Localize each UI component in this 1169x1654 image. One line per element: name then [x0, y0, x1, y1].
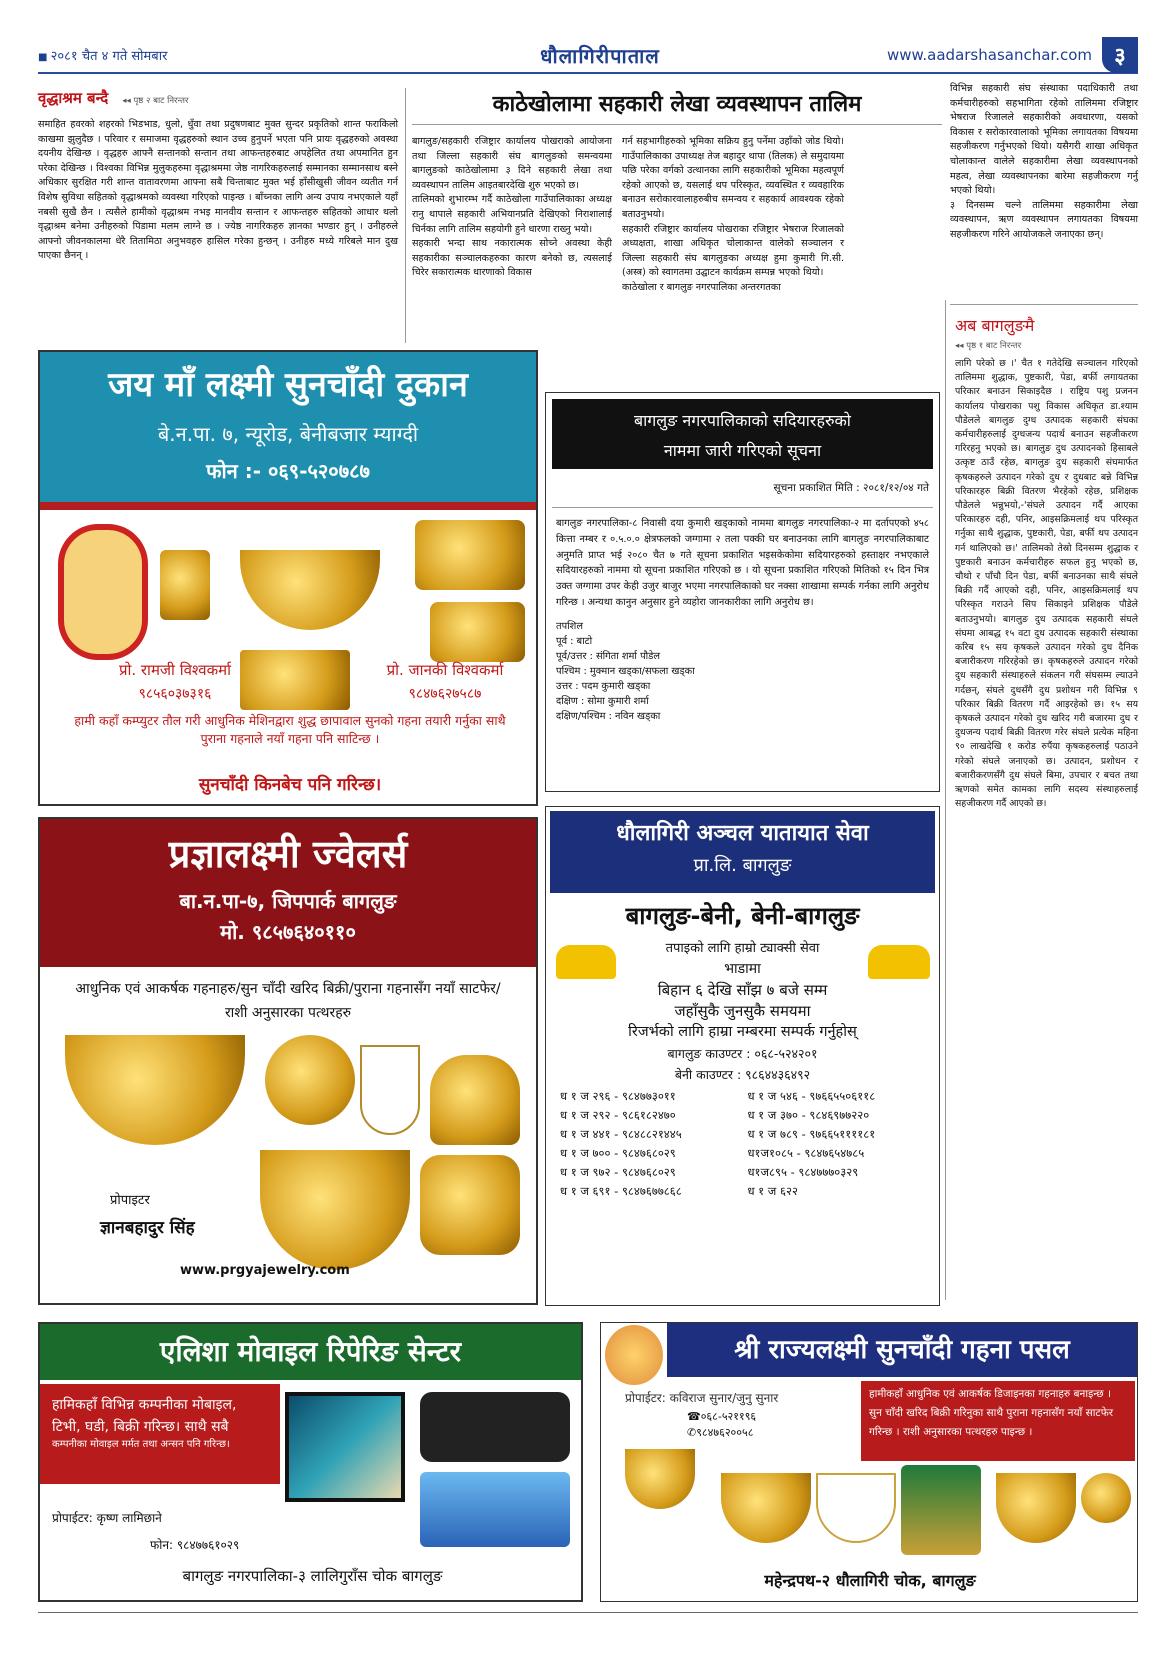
- paragraph: विभिन्न सहकारी संघ संस्थाका पदाधिकारी तथा कर्मचारीहरुको सहभागिता रहेको तालिममा रजिष्ट्रार भेषराज रिजालले सहकारीको अवधारणा, यसको विकास र सरोकारवालाको भूमिका लगायतका विषयमा सहजीकरण गर्नुभएको थियो। यसैगरी शाखा अधिकृत चोलाकान्त वालेले सहकारीमा लेखा व्यवस्थापनको महत्व, लेखा व्यवस्थापनका बारेमा सहजीकरण गर्नु भएको थियो।: [950, 83, 1138, 197]
- list-item: ध १ ज २९२ - ९८६१८२४७०: [560, 1108, 676, 1122]
- taxi-icon: [868, 945, 930, 979]
- public-notice: [545, 392, 940, 792]
- pendant-set-icon: [721, 1473, 811, 1543]
- gold-necklace-icon: [996, 1473, 1076, 1543]
- story-cooperative-training: [412, 88, 942, 125]
- list-item: ध १ ज ४४१ - ९८४८८२१४४५: [560, 1127, 682, 1141]
- service-line: तपाइको लागि हाम्रो ट्याक्सी सेवा: [665, 941, 820, 956]
- goddess-laxmi-icon: [605, 1325, 663, 1385]
- notice-title-2: नाममा जारी गरिएको सूचना: [663, 441, 822, 460]
- ad-phone: मो. ९८५७६४०११०: [220, 920, 356, 944]
- service-line: बिहान ६ देखि साँझ ७ बजे सम्म: [657, 981, 828, 999]
- masthead-logo: धौलागिरीपाताल: [540, 43, 660, 68]
- column-divider: [405, 88, 406, 343]
- ad-title: श्री राज्यलक्ष्मी सुनचाँदी गहना पसल: [667, 1323, 1137, 1377]
- choker-icon: [260, 1150, 410, 1270]
- list-item: दक्षिण/पश्चिम : नविन खड्का: [556, 710, 661, 722]
- pendant-icon: [265, 1035, 355, 1125]
- smartphones-icon: [420, 1472, 570, 1547]
- paragraph: सहकारी भन्दा साथ नकारात्मक सोच्ने अवस्था केही सहकारीका सञ्चालकहरुका कारण बनेको छ, त्यसलाई चिरेर सकारात्मक धारणाको विकास: [412, 238, 612, 279]
- paragraph: सहकारी रजिष्ट्रार कार्यालय पोखराका रजिष्ट्रार भेषराज रिजालको अध्यक्षता, शाखा अधिकृत चोलाकान्त वालेको सञ्चालन र जिल्ला सहकारी संघ बागलुङका अध्यक्ष हुमा कुमारी गि.सी.(अस्त्र) को स्वागतमा उद्घाटन कार्यक्रम सम्पन्न भएको थियो।: [622, 223, 844, 279]
- story-column-1: [412, 135, 612, 281]
- continued-from: ◂◂ पृष्ठ १ बाट निरन्तर: [955, 341, 1022, 351]
- ad-phone: फोन :- ०६९-५२०७८७: [206, 459, 370, 483]
- list-item: ध १ ज ७०० - ९८४७६८०२९: [560, 1146, 676, 1160]
- list-item: ध १ ज ७८९ - ९७६६५११११८१: [747, 1127, 876, 1141]
- proprietor-2-phone: ९८४७६२७५८७: [408, 686, 482, 702]
- list-item: ध१ज१०८५ - ९८४७६५४७८५: [747, 1146, 865, 1160]
- story-kicker: अब बागलुङमै: [955, 316, 1035, 335]
- jhumka-icon: [430, 1055, 520, 1145]
- ad-subtitle: प्रा.लि. बागलुङ: [693, 855, 792, 876]
- ad-jay-maa-laxmi: [38, 350, 538, 806]
- earrings-icon: [415, 520, 525, 590]
- ad-address: महेन्द्रपथ-२ धौलागिरी चोक, बागलुङ: [764, 1571, 976, 1590]
- service-line: जहाँसुकै जुनसुकै समयमा: [674, 1002, 811, 1020]
- landline-phone: ☎०६८-५२११९६: [687, 1410, 757, 1423]
- ad-address: बे.न.पा. ७, न्यूरोड, बेनीबजार म्याग्दी: [157, 422, 419, 446]
- ad-title: धौलागिरी अञ्चल यातायात सेवा: [616, 821, 869, 846]
- beaded-necklace-icon: [901, 1465, 981, 1555]
- service-line: भाडामा: [724, 961, 761, 977]
- story-kicker: वृद्धाश्रम बन्दै: [38, 89, 109, 107]
- notice-date: सूचना प्रकाशित मिति : २०८१/१२/०४ गते: [773, 482, 929, 494]
- ad-address: बागलुङ नगरपालिका-३ लालिगुराँस चोक बागलुङ: [182, 1567, 443, 1585]
- list-item: पूर्व/उत्तर : संगिता शर्मा पौडेल: [556, 650, 661, 662]
- ad-phone: फोन: ९८४७७६१०२९: [150, 1538, 240, 1552]
- rings-icon: [430, 602, 525, 662]
- paragraph: काठेखोला र बागलुङ नगरपालिका अन्तरगतका: [622, 281, 781, 293]
- footer-rule: [38, 1612, 1138, 1613]
- info-line: हामिकहाँ विभिन्न कम्पनीका मोबाइल,: [52, 1397, 237, 1413]
- proprietor-name: ज्ञानबहादुर सिंह: [100, 1218, 195, 1238]
- notice-title-1: बागलुङ नगरपालिकाको सदियारहरुको: [634, 411, 851, 430]
- proprietor-label: प्रोपाइटर: [110, 1193, 150, 1208]
- column-divider: [945, 300, 946, 1300]
- ad-address: बा.न.पा-७, जिपपार्क बागलुङ: [179, 889, 397, 913]
- necklace-icon: [65, 1035, 245, 1145]
- ad-alisha-mobile: [38, 1322, 583, 1602]
- necklace-icon: [58, 524, 148, 660]
- chain-icon: [816, 1473, 896, 1543]
- story-column-2: [622, 135, 844, 296]
- issue-date: ■ २०८१ चैत ४ गते सोमबार: [38, 46, 338, 64]
- list-item: तपशिल: [556, 620, 583, 632]
- mobile-phone: ✆९८४७६२००५८: [687, 1426, 754, 1439]
- ad-title: एलिशा मोवाइल रिपेरिङ सेन्टर: [40, 1324, 581, 1380]
- continued-from: ◂◂ पृष्ठ २ बाट निरन्तर: [122, 96, 189, 106]
- paragraph: ३ दिनसम्म चल्ने तालिममा सहकारीमा लेखा व्यवस्थापन, ऋण व्यवस्थापन लगायतका विषयमा सहजीकरण गरिने आयोजकले जनाएका छन्।: [950, 199, 1138, 240]
- story-old-age-home: [38, 88, 398, 264]
- info-line: टिभी, घडी, बिक्री गरिन्छ। साथै सबै: [52, 1419, 229, 1435]
- page-number: ३: [1102, 37, 1138, 73]
- website-link[interactable]: www.prgyajewelry.com: [180, 1263, 350, 1278]
- list-item: पश्चिम : मुक्मान खड्का/सफला खड्का: [556, 665, 695, 677]
- vehicle-list-right: [747, 1087, 925, 1201]
- list-item: ध १ ज ५४६ - ९७६६५५०६११८: [747, 1089, 876, 1103]
- ring-icon: [420, 1155, 520, 1255]
- ad-title: प्रज्ञालक्ष्मी ज्वेलर्स: [168, 832, 408, 876]
- bangles-icon: [160, 550, 210, 620]
- story-headline: काठेखोलामा सहकारी लेखा व्यवस्थापन तालिम: [412, 88, 942, 125]
- page-header: [38, 38, 1138, 74]
- proprietor-1: प्रो. रामजी विश्वकर्मा: [118, 661, 232, 679]
- ad-description: आधुनिक एवं आकर्षक गहनाहरु/सुन चाँदी खरिद बिक्री/पुराना गहनासँग नयाँ साटफेर/ राशी अनुसारका पत्थरहरु: [75, 981, 501, 1021]
- divider: [950, 304, 1138, 305]
- gold-necklace-icon: [240, 550, 380, 630]
- proprietor: प्रोपाईटर: कृष्ण लामिछाने: [52, 1511, 162, 1525]
- list-item: ध १ ज ६९१ - ९८४७६७७८६८: [560, 1184, 682, 1198]
- list-item: पूर्व : बाटो: [556, 635, 593, 647]
- story-body: लागि परेको छ ।' चैत १ गतेदेखि सञ्चालन गरिएको तालिममा शुद्धाक, पुष्टकारी, पेडा, बर्फी लगायतका परिकार बनाउन सिकाइदैछ । राष्ट्रिय पशु प्रजनन कार्यालय पोखराका पशु विकास अधिकृत डा.श्याम पौडेलले बागलुङ दुग्ध उत्पादक सहकारी संघका कर्मचारीहरुलाई दुग्धजन्य पदार्थ बनाउन सहजीकरण गरिरहनु भएको छ। बागलुङ दुध उत्पादनको हिसाबले उत्कृष्ट ठाउँ रहेछ, बागलुङ दुध सहकारी संघमार्फत कृषकहरुले उत्पादन गरेको दुध र दुधबाट बन्ने विभिन्न परिकारहरु बिक्री वितरण भैरहेको रहेछ, प्रशिक्षक पौडेलले भन्नुभयो,-'संघले उत्पादन गर्दै आएका परिकारहरु दही, पनिर, आइसक्रिमलाई थप परिस्कृत गर्नुका साथै शुद्धाक, पुष्टकारी, पेडा, बर्फी थप उत्पादन गर्न थालिएको छ।' तालिमको तेस्रो दिनसम्म शुद्धाक र पुष्टकारी बनाउन कर्मचारीहरु सफल हुनु भएको छ, चौथो र पाँचौ दिन पेडा, बर्फी बनाउनका साथै संघले बिक्री गर्दै आएको दही, पनिर, आइसक्रिमलाई थप परिस्कृत गराउने सिप सिकाइने प्रशिक्षक पौडेले बताउनुभयो। बागलुङ दुध उत्पादक सहकारी संघले संघमा आबद्ध १५ वटा दुध उत्पादक सहकारी संस्थाका करिब १५ सय कृषकले उत्पादन गरेको दुध दैनिक बजारीकरण गरिरहेको छ। कृषकहरुले उत्पादन गरेको दुध सहकारी संस्थाहरुले संकलन गरी संघसम्म ल्याउने गर्दछन्, संघले दुधसँगै दुध प्रशोधन गरी विभिन्न ९ परिकार बिक्री वितरण गर्दै आइरहेको छ। १५ सय कृषकले उत्पादन गरेको दुध खरिद गरी बजारमा दुध र दुधजन्य पदार्थ बिक्री वितरण गरेर संघले प्रत्येक महिना ९० लाखदेखि १ करोड रुपैंया कृषकहरुलाई पठाउने गरेको संघले जनाएको छ। उत्पादन, प्रशोधन र बजारीकरणसँगै दुध संघले बिमा, उपचार र बचत तथा ऋणको समेत कामका लागि सदस्य संस्थाहरुलाई सहजीकरण गर्दै आएको छ।: [955, 358, 1138, 810]
- vehicle-list-left: [560, 1087, 747, 1201]
- story-body: समाहित हवरको शहरको भिडभाड, धुलो, धुँवा तथा प्रदुषणबाट मुक्त सुन्दर प्रकृतिको शान्त फराकिलो काखमा झुलुदैछ । परिवार र समाजमा वृद्धहरुको स्थान उच्च हुनुपर्ने भएता पनि प्रायः वृद्धहरुको अवस्था दयनीय देखिन्छ । वृद्धहरु आफ्नै सन्तानको सन्तान तथा आफन्तहरुबाट अपहेलित तथा अपमानित हुन परेका देखिन्छ । विश्वका विभिन्न मुलुकहरुमा वृद्धाश्रममा जेष्ठ नागरिकहरुलाई सम्मानका सम्मानसाथ बस्ने अधिकार सुरक्षित गरी शान्त वातावरणमा आफ्ना सबै चिन्ताबाट मुक्त भई हाँसीखुसी जीवन व्यतीत गर्न विशेष सुविधा सहितको वृद्धाश्रमको व्यवस्था गरिएको पाइन्छ । बाँच्नका लागि अन्य उपाय नभएकाले यहाँ नबसी सुखै छैन । त्यसैले हामीको वृद्धाश्रम नभइ मानवीय सन्तान र आफन्तहरु सहितको आधार थलो वृद्धाश्रम बनेमा उनीहरुको पिडामा मलम लाग्ने छ । ज्येष्ठ नागरिकहरु ज्ञानका भण्डार हुन् । उनीहरुले आफ्नो जीवनकालमा धेरै तितामिठा अनुभवहरु हासिल गरेका हुन्छन् । उनीहरु मध्ये गरिबले मान दुख पाएका छैनन् ।: [38, 119, 398, 262]
- info-box: हामीकहाँ आधुनिक एवं आकर्षक डिजाइनका गहनाहरु बनाइन्छ । सुन चाँदी खरिद बिक्री गरिनुका साथै पुराना गहनासँग नयाँ साटफेर गरिन्छ । राशी अनुसारका पत्थरहरु पाइन्छ ।: [861, 1381, 1135, 1461]
- list-item: दक्षिण : सोमा कुमारी शर्मा: [556, 695, 649, 707]
- proprietor-2: प्रो. जानकी विश्वकर्मा: [386, 661, 504, 679]
- proprietor: प्रोपाईटर: कविराज सुनार/जुनु सुनार: [625, 1391, 779, 1405]
- taxi-icon: [556, 945, 616, 979]
- ad-description: हामी कहाँ कम्प्युटर तौल गरी आधुनिक मेशिनद्वारा शुद्ध छापावाल सुनको गहना तयारी गर्नुका साथै पुराना गहनाले नयाँ गहना पनि साटिन्छ ।: [74, 713, 506, 746]
- boundary-list: [546, 619, 939, 724]
- notice-body: बागलुङ नगरपालिका-८ निवासी दया कुमारी खड्काको नाममा बागलुङ नगरपालिका-२ मा दर्तापएको ४५८ कित्ता नम्बर र ०.५.०.० क्षेत्रफलको जग्गामा २ तला पक्की घर बनाउनका लागि बागलुङ नगरपालिकाबाट अनुमति प्राप्त भई २०८० चैत ७ गते सूचना प्रकाशित भइसकेकोमा सदियारहरुको हस्ताक्षर नभएकाले सदियारहरुको नाममा यो सूचना प्रकाशित गरिएको छ । यो सूचना प्रकाशित गरिएको मितिको १५ दिन भित्र उक्त जग्गामा उपर केही उजुर बाजुर भएमा नगरपालिकाको घर नक्सा शाखामा सम्पर्क गर्नका लागि अनुरोध गरिन्छ । अन्यथा कानुन अनुसार हुने व्यहोरा जानकारीका लागि अनुरोध छ।: [556, 518, 929, 608]
- paragraph: तालिमको शुभारम्भ गर्दै काठेखोला गाउँपालिकाका अध्यक्ष रानु थापाले सहकारी अभियानप्रति देखिएको निराशालाई चिर्नका लागि तालिम सहयोगी हुने धारणा राख्नु भयो।: [412, 194, 612, 235]
- necklace-icon: [625, 1449, 695, 1509]
- chain-icon: [360, 1045, 420, 1135]
- website-link[interactable]: www.aadarshasanchar.com: [886, 46, 1092, 64]
- info-box: [40, 1384, 280, 1484]
- counter-baglung: बागलुङ काउण्टर : ०६८-५२४२०१: [667, 1046, 818, 1061]
- smartwatch-icon: [420, 1392, 570, 1462]
- info-line: कम्पनीका मोवाइल मर्मत तथा अन्सन पनि गरिन्छ।: [52, 1439, 230, 1450]
- gold-bars-icon: [240, 650, 350, 710]
- list-item: ध १ ज ३७० - ९८४६९७७२२०: [747, 1108, 870, 1122]
- paragraph: गर्न सहभागीहरुको भूमिका सक्रिय हुनु पर्नेमा उहाँको जोड थियो। गाउँपालिकाका उपाध्यक्ष तेज बहादुर थापा (तिलक) ले समुदायमा पछि परेका वर्गको उत्थानका लागि सहकारीको भूमिका महत्वपूर्ण रहेको आएको छ, यसलाई थप परिस्कृत, व्यवस्थित र व्यवहारिक बनाउन सरोकारवालाहरुबीच समन्वय र सहकार्य आवश्यक रहेको बताउनुभयो।: [622, 136, 844, 220]
- list-item: उत्तर : पदम कुमारी खड्का: [556, 680, 651, 692]
- ad-rajyalaxmi-jewelry: [600, 1322, 1138, 1602]
- rings-icon: [1081, 1473, 1131, 1523]
- counter-beni: बेनी काउण्टर : ९८६४४३६४९२: [674, 1067, 811, 1082]
- list-item: ध १ ज २९६ - ९८४७७३०११: [560, 1089, 676, 1103]
- service-line: रिजर्भको लागि हाम्रा नम्बरमा सम्पर्क गर्नुहोस्: [628, 1024, 857, 1040]
- proprietor-1-phone: ९८५६०३७३१६: [138, 686, 212, 702]
- list-item: ध १ ज ९७२ - ९८४७६८०२९: [560, 1165, 676, 1179]
- route: बागलुङ-बेनी, बेनी-बागलुङ: [625, 902, 860, 930]
- ad-footer: सुनचाँदी किनबेच पनि गरिन्छ।: [198, 775, 382, 795]
- story-baglung-dairy: [955, 314, 1138, 812]
- story-column-3: [950, 82, 1138, 243]
- ad-dhaulagiri-transport: [545, 806, 940, 1306]
- list-item: ध१ज८९५ - ९८४७७७०३२९: [747, 1165, 859, 1179]
- paragraph: बागलुङ/सहकारी रजिष्ट्रार कार्यालय पोखराको आयोजना तथा जिल्ला सहकारी संघ बागलुङको समन्वयमा बागलुङको काठेखोलामा ३ दिने सहकारी लेखा तथा व्यवस्थापन तालिम आइतबारदेखि शुरु भएको छ।: [412, 136, 612, 191]
- television-icon: [285, 1392, 405, 1502]
- ad-title: जय माँ लक्ष्मी सुनचाँदी दुकान: [108, 365, 468, 405]
- list-item: ध १ ज ६२२: [747, 1184, 798, 1198]
- ad-pragyalaxmi-jewellers: [38, 817, 538, 1305]
